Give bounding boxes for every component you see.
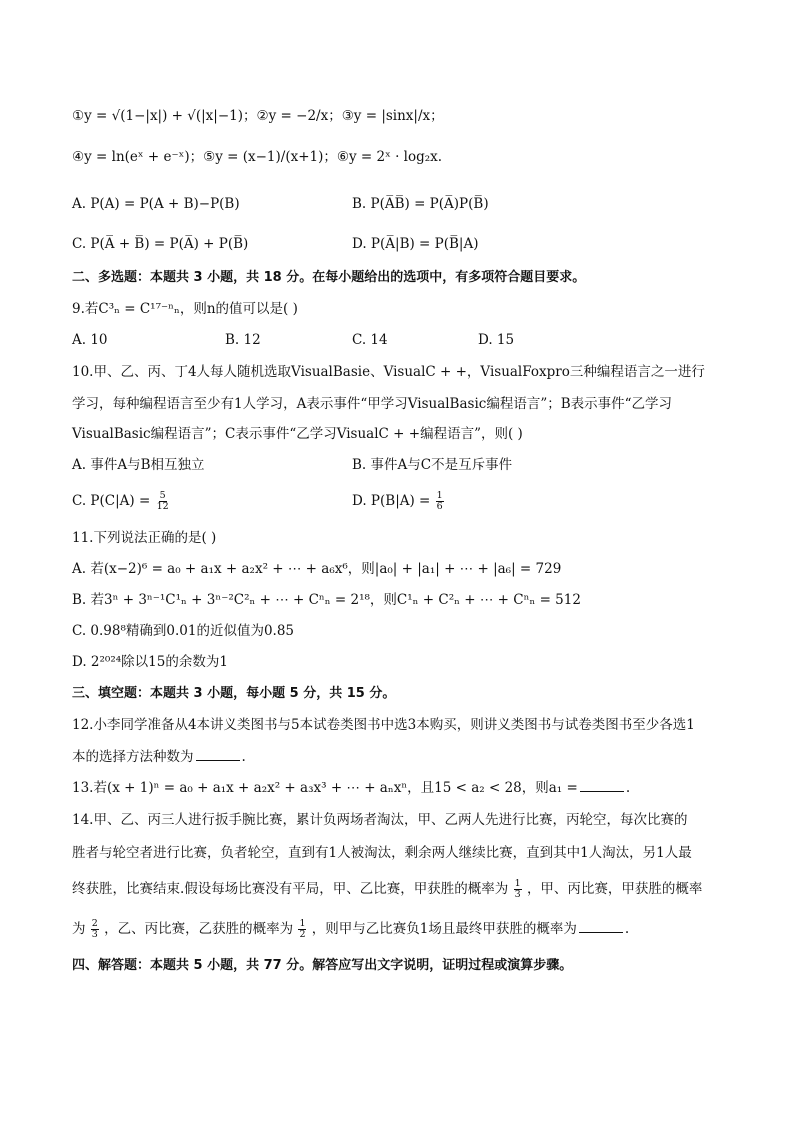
denominator: 3 [91, 929, 98, 940]
q10-line-2: 学习，每种编程语言至少有1人学习，A表示事件“甲学习VisualBasic编程语言”；B表示事件“乙学习 [72, 396, 673, 412]
fraction [514, 879, 522, 900]
q13-period: . [625, 780, 631, 796]
q12-line-1: 12.小李同学准备从4本讲义类图书与5本试卷类图书中选3本购买，则讲义类图书与试卷类图书至少各选1 [72, 717, 695, 733]
q9-option-c: C. 14 [352, 332, 388, 348]
q10-option-d [352, 491, 445, 512]
numerator: 2 [91, 918, 98, 929]
answer-blank[interactable] [196, 746, 240, 761]
numerator: 1 [299, 918, 306, 929]
q9-option-a: A. 10 [72, 332, 108, 348]
q13-line [72, 777, 630, 798]
q10-option-c [72, 491, 171, 512]
q11-stem: 11.下列说法正确的是( ) [72, 530, 217, 546]
q10-line-3: VisualBasic编程语言”；C表示事件“乙学习VisualC + +编程语言”，则( ) [72, 426, 523, 442]
answer-blank[interactable] [579, 918, 623, 933]
q14-line-3-text-end: ，甲、丙比赛，甲获胜的概率 [526, 881, 703, 897]
denominator: 6 [436, 501, 443, 512]
function-list-line-2: ④y = ln(eˣ + e⁻ˣ)；⑤y = (x−1)/(x+1)；⑥y = 2ˣ · log₂x. [72, 149, 443, 165]
section-heading-solutions: 四、解答题：本题共 5 小题，共 77 分。解答应写出文字说明，证明过程或演算步骤。 [72, 958, 573, 973]
q14-line-4-text: 为 [72, 921, 86, 937]
q8-option-c: C. P(A̅ + B̅) = P(A̅) + P(B̅) [72, 236, 249, 252]
numerator: 5 [159, 490, 166, 501]
denominator: 3 [514, 889, 521, 900]
q9-stem: 9.若C³ₙ = C¹⁷⁻ⁿₙ，则n的值可以是( ) [72, 301, 298, 317]
q11-option-c: C. 0.98⁸精确到0.01的近似值为0.85 [72, 623, 295, 639]
q8-option-b: B. P(A̅B̅) = P(A̅)P(B̅) [352, 196, 489, 212]
q10-option-b: B. 事件A与C不是互斥事件 [352, 457, 513, 473]
q14-line-4 [72, 918, 629, 940]
q9-option-b: B. 12 [225, 332, 261, 348]
q10-line-1: 10.甲、乙、丙、丁4人每人随机选取VisualBasie、VisualC + +，VisualFoxpro三种编程语言之一进行 [72, 364, 705, 380]
answer-blank[interactable] [580, 777, 624, 792]
denominator: 12 [156, 501, 169, 512]
function-list-line-1: ①y = √(1−|x|) + √(|x|−1)；②y = −2/x；③y = |sinx|/x； [72, 108, 444, 124]
q14-line-1: 14.甲、乙、丙三人进行扳手腕比赛，累计负两场者淘汰，甲、乙两人先进行比赛，丙轮空，每次比赛的 [72, 812, 688, 828]
section-heading-multiple-choice: 二、多选题：本题共 3 小题，共 18 分。在每小题给出的选项中，有多项符合题目要求。 [72, 270, 586, 285]
q10-option-a: A. 事件A与B相互独立 [72, 457, 205, 473]
q14-period: . [624, 921, 630, 937]
q8-option-a: A. P(A) = P(A + B)−P(B) [72, 196, 240, 212]
q12-line-2 [72, 746, 246, 767]
q10-option-d-text: D. P(B|A) = [352, 493, 431, 509]
fraction [436, 491, 444, 512]
q11-option-b: B. 若3ⁿ + 3ⁿ⁻¹C¹ₙ + 3ⁿ⁻²C²ₙ + ⋯ + Cⁿₙ = 2¹⁸，则C¹ₙ + C²ₙ + ⋯ + Cⁿₙ = 512 [72, 592, 581, 608]
q13-text: 13.若(x + 1)ⁿ = a₀ + a₁x + a₂x² + a₃x³ + ⋯ + aₙxⁿ，且15 < a₂ < 28，则a₁ = [72, 780, 578, 796]
section-heading-fill-in: 三、填空题：本题共 3 小题，每小题 5 分，共 15 分。 [72, 686, 396, 701]
numerator: 1 [436, 490, 443, 501]
q14-line-2: 胜者与轮空者进行比赛，负者轮空，直到有1人被淘汰，剩余两人继续比赛，直到其中1人淘汰，另1人最 [72, 845, 692, 861]
q11-option-a: A. 若(x−2)⁶ = a₀ + a₁x + a₂x² + ⋯ + a₆x⁶，则|a₀| + |a₁| + ⋯ + |a₆| = 729 [72, 561, 562, 577]
q14-line-4-text-end: ，则甲与乙比赛负1场且最终甲获胜的概率为 [311, 921, 577, 937]
q14-line-3 [72, 879, 702, 900]
q14-line-4-text-mid: ，乙、丙比赛，乙获胜的概率为 [104, 921, 294, 937]
q14-line-3-text: 终获胜，比赛结束.假设每场比赛没有平局，甲、乙比赛，甲获胜的概率为 [72, 881, 509, 897]
numerator: 1 [514, 878, 521, 889]
q10-option-c-text: C. P(C|A) = [72, 493, 151, 509]
fraction [156, 491, 170, 512]
q8-option-d: D. P(A̅|B) = P(B̅|A) [352, 236, 479, 252]
q12-period: . [241, 749, 246, 765]
denominator: 2 [299, 929, 306, 940]
q11-option-d: D. 2²⁰²⁴除以15的余数为1 [72, 654, 228, 670]
fraction [91, 919, 99, 940]
q12-text: 本的选择方法种数为 [72, 749, 194, 765]
q9-option-d: D. 15 [478, 332, 515, 348]
fraction [298, 919, 306, 940]
